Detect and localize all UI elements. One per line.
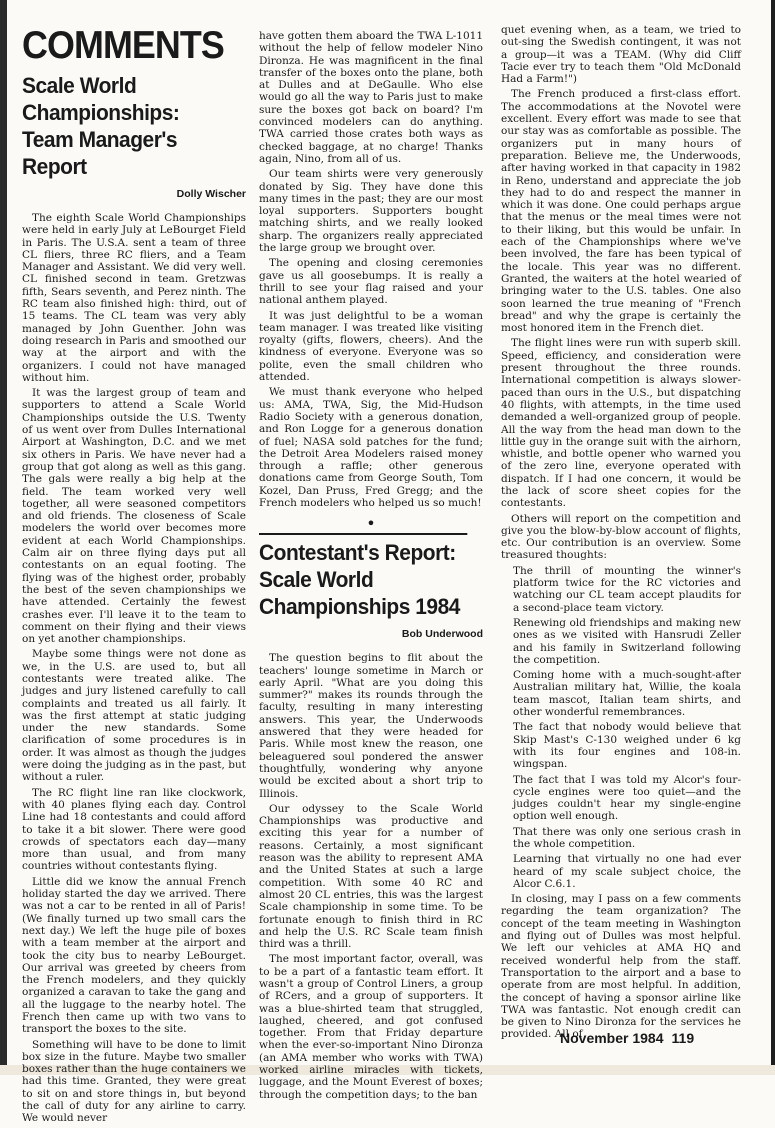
article1-paragraph: Our team shirts were very generously donated by Sig. They have done this many times in the past; they are our most loyal supporters. Supporters bought matching shirts, and we really looked sharp. The organizers really appreciated the large group we brought over. xyxy=(259,168,483,255)
thought-item: The fact that nobody would believe that Skip Mast's C-130 weighed under 6 kg with its four engines and 108-in. wingspan. xyxy=(513,721,741,771)
thought-item: Coming home with a much-sought-after Australian military hat, Willie, the koala team mascot, Italian team shirts, and other wonderful remembrances. xyxy=(513,669,741,719)
article1-paragraph: It was the largest group of team and supporters to attend a Scale World Championships outside the U.S. Twenty of us went over from Dulles International Airport at Washington, D.C. and we met six others in Paris. We have never had a group that got along as well as this gang. The gals were really a big help at the field. The team worked very well together, all were seasoned competitors and old friends. The closeness of Scale modelers the world over becomes more evident at each World Championships. Calm air on three flying days put all contestants on an equal footing. The flying was of the highest order, probably the best of the seven championships we have attended. Certainly the fewest crashes ever. I'll leave it to the team to comment on their flying and their views on yet another championships. xyxy=(22,387,246,646)
article1-paragraph-split xyxy=(22,1039,246,1125)
article1-paragraph: We must thank everyone who helped us: AMA, TWA, Sig, the Mid-Hudson Radio Society with a generous donation, and Ron Logge for a generous donation of fuel; NASA sold patches for the fund; the Detroit Area Modelers raised money through a raffle; other generous donations came from George South, Tom Kozel, Dan Pruss, Fred Gregg; and the French modelers who helped us so much! xyxy=(259,386,483,509)
article1-paragraph: The RC flight line ran like clockwork, with 40 planes flying each day. Control Line had 18 contestants and could afford to take it a bit slower. There were good crowds of spectators each day—many more than usual, and from many countries without contestants flying. xyxy=(22,786,246,873)
article2-title: Contestant's Report: Scale World Championships 1984 xyxy=(259,533,467,620)
page-footer xyxy=(560,1030,694,1046)
thought-item: The fact that I was told my Alcor's four-cycle engines were too quiet—and the judges couldn't hear my single-engine option well enough. xyxy=(513,773,741,823)
article1-paragraph: The eighth Scale World Championships were held in early July at LeBourget Field in Paris. The U.S.A. sent a team of three CL fliers, three RC fliers, and a Team Manager and Assistant. We did very well. CL finished second in team. Gretzwas fifth, Sears seventh, and Perez ninth. The RC team also finished high: third, out of 15 teams. The CL team was very ably managed by John Guenther. John was doing research in Paris and smoothed our way at the airport and with the organizers. I could not have managed without him. xyxy=(22,212,246,384)
page-edge-left xyxy=(0,0,7,1075)
article1-paragraph: The opening and closing ceremonies gave us all goosebumps. It is really a thrill to see your flag raised and your national anthem played. xyxy=(259,257,483,307)
article2-paragraph: The flight lines were run with superb skill. Speed, efficiency, and consideration were present throughout the three rounds. International competition is always slower-paced than ours in the U.S., but dispatching 40 flights, with attempts, in the time used demanded a well-organized group of people. All the way from the head man down to the little guy in the orange suit with the airhorn, whistle, and bottle opener who warned you of the zero line, everyone operated with dispatch. If I had one concern, it would be the lack of score sheet copies for the contestants. xyxy=(501,337,741,510)
thought-item: That there was only one serious crash in the whole competition. xyxy=(513,825,741,850)
article2-paragraph: The question begins to flit about the teachers' lounge sometime in March or early April. "What are you doing this summer?" makes its rounds through the faculty, resulting in many interesting answers. This year, the Underwoods answered that they were headed for Paris. While most knew the reason, one beleaguered soul pondered the answer thoughtfully, wondering why anyone would be excited about a short trip to Illinois. xyxy=(259,652,483,800)
article1-title: Scale World Championships: Team Manager's Report xyxy=(22,73,180,179)
thought-item: The thrill of mounting the winner's platform twice for the RC victories and watching our CL team accept plaudits for a second-place team victory. xyxy=(513,564,741,614)
article2-paragraph: Others will report on the competition and give you the blow-by-blow account of flights, etc. Our contribution is an overview. Some treasured thoughts: xyxy=(501,512,741,562)
column-2 xyxy=(259,30,483,1104)
page-number: 119 xyxy=(671,1030,695,1046)
section-separator: • xyxy=(366,514,376,534)
page-edge-right xyxy=(771,0,775,1075)
article2-paragraph-part: quet evening when, as a team, we tried to out-sing the Swedish contingent, it was not a group—it was a TEAM. (Why did Cliff Tacie ever try to teach them "Old McDonald Had a Farm!") xyxy=(501,24,741,86)
article2-paragraph-split xyxy=(259,953,483,1101)
thought-item: Renewing old friendships and making new ones as we visited with Hansrudi Zeller and his family in Switzerland following the competition. xyxy=(513,616,741,666)
article1-paragraph: Maybe some things were not done as we, in the U.S. are used to, but all contestants were treated alike. The judges and jury listened carefully to call complaints and treated us all fairly. It was the first attempt at static judging under the new standards. Some clarification of some procedures is in order. It was almost as though the judges were doing the judging as in the past, but without a ruler. xyxy=(22,648,246,784)
treasured-thoughts-list xyxy=(501,565,741,890)
article2-paragraph-part: The most important factor, overall, was to be a part of a fantastic team effort. It wasn't a group of Control Liners, a group of RCers, and a group of supporters. It was a blue-shirted team that struggled, laughed, cheered, and got confused together. From that Friday departure when the ever-so-important Nino Dironza (an AMA member who works with TWA) worked airline miracles with tickets, luggage, and the Mount Everest of boxes; through the competition days; to the ban xyxy=(259,953,483,1101)
article1-paragraph-part: Something will have to be done to limit box size in the future. Maybe two smaller boxes rather than the huge containers we had this time. Granted, they were great to sit on and store things in, but beyond the call of duty for any airline to carry. We would never xyxy=(22,1038,246,1125)
section-title: COMMENTS xyxy=(22,24,224,67)
article1-paragraph-part: have gotten them aboard the TWA L-1011 without the help of fellow modeler Nino Dironza. He was magnificent in the final transfer of the boxes onto the plane, both at Dulles and at DeGaulle. Who else would go all the way to Paris just to make sure the boxes got back on board? I'm convinced modelers can do anything. TWA carried those crates both ways as checked baggage, at no charge! Thanks again, Nino, from all of us. xyxy=(259,30,483,165)
article2-author: Bob Underwood xyxy=(401,628,483,641)
article1-paragraph: It was just delightful to be a woman team manager. I was treated like visiting royalty (gifts, flowers, cheers). And the kindness of everyone. Everyone was so polite, even the small children who attended. xyxy=(259,309,483,384)
article2-paragraph: Our odyssey to the Scale World Championships was productive and exciting this year for a number of reasons. Certainly, a most significant reason was the ability to represent AMA and the United States at such a large competition. With some 40 RC and almost 20 CL entries, this was the largest Scale championship in some time. To be fortunate enough to finish third in RC and help the U.S. RC Scale team finish third was a thrill. xyxy=(259,802,483,951)
column-3 xyxy=(501,24,741,1044)
article2-paragraph: The French produced a first-class effort. The accommodations at the Novotel were excellent. Every effort was made to see that our stay was as comfortable as possible. The organizers put in many hours of preparation. Believe me, the Underwoods, after having worked in that capacity in 1982 in Reno, understand and appreciate the job they had to do and respect the manner in which it was done. One could perhaps argue that the menus or the meal times were not to their liking, but this would be unfair. In each of the Championships where we've been involved, the fare has been typical of the locale. This year was no different. Granted, the waiters at the hotel wearied of bringing water to the U.S. tables. One also soon learned the true meaning of "French bread" and why the grape is certainly the most honored item in the French diet. xyxy=(501,88,741,335)
issue-date: November 1984 xyxy=(560,1030,664,1046)
article1-paragraph: Little did we know the annual French holiday started the day we arrived. There was not a car to be rented in all of Paris! (We finally turned up two small cars the next day.) We left the huge pile of boxes with a team member at the airport and took the city bus to nearby LeBourget. Our arrival was greeted by cheers from the French modelers, and they quickly organized a caravan to take the gang and all the luggage to the nearby hotel. The French then came up with two vans to transport the boxes to the site. xyxy=(22,875,246,1036)
column-1 xyxy=(22,24,246,1128)
article1-paragraph-continued xyxy=(259,30,483,165)
article2-paragraph-continued xyxy=(501,24,741,85)
thought-item: Learning that virtually no one had ever heard of my scale subject choice, the Alcor C.6.1. xyxy=(513,853,741,890)
article2-closing: In closing, may I pass on a few comments regarding the team organization? The concept of the team meeting in Washington and flying out of Dulles was most helpful. We left our vehicles at AMA HQ and received wonderful help from the staff. Transportation to the airport and a base to operate from are most helpful. In addition, the concept of having a sponsor airline like TWA was fantastic. Not enough credit can be given to Nino Dironza for the services he provided. All of xyxy=(501,893,741,1041)
article1-author: Dolly Wischer xyxy=(176,188,246,200)
